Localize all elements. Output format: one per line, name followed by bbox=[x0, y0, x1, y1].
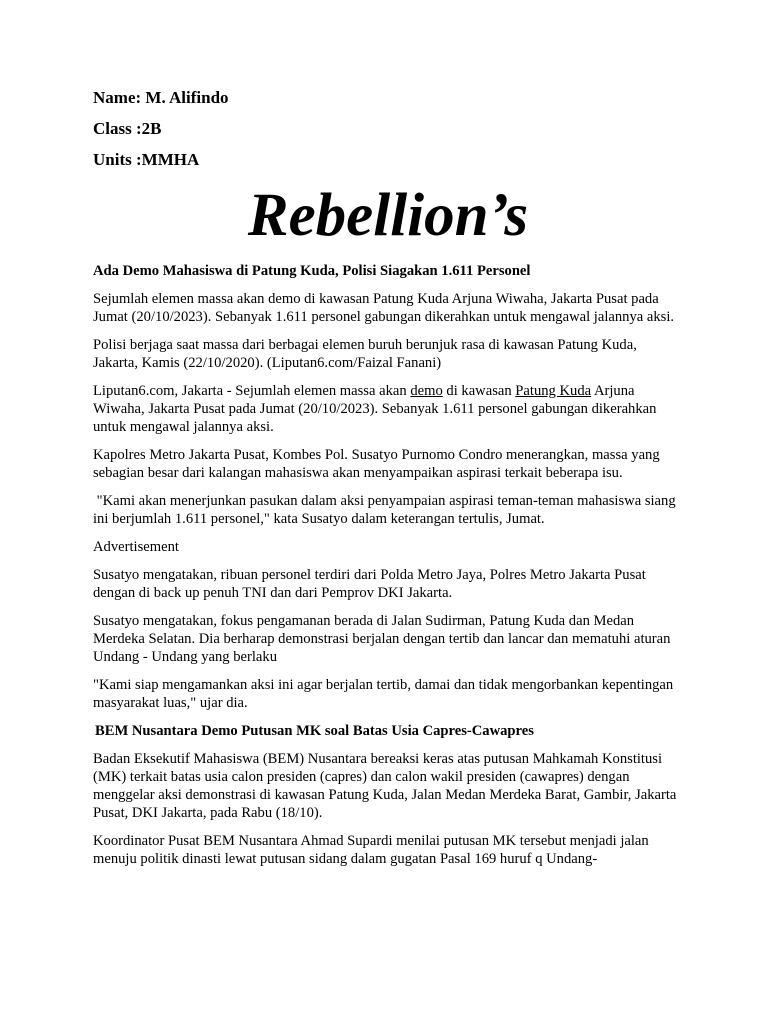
demo-link[interactable]: demo bbox=[410, 383, 443, 399]
student-name: Name: M. Alifindo bbox=[93, 88, 229, 107]
paragraph: Kapolres Metro Jakarta Pusat, Kombes Pol. Susatyo Purnomo Condro menerangkan, massa yang sebagian besar dari kalangan mahasiswa akan menyampaikan aspirasi terkait beberapa isu. bbox=[93, 447, 660, 481]
document-body bbox=[93, 262, 683, 878]
paragraph: Susatyo mengatakan, ribuan personel terdiri dari Polda Metro Jaya, Polres Metro Jakarta Pusat dengan di back up penuh TNI dan dari Pemprov DKI Jakarta. bbox=[93, 567, 646, 601]
paragraph: Sejumlah elemen massa akan demo di kawasan Patung Kuda Arjuna Wiwaha, Jakarta Pusat pada Jumat (20/10/2023). Sebanyak 1.611 personel gabungan dikerahkan untuk mengawal jalannya aksi. bbox=[93, 291, 675, 325]
patung-kuda-link[interactable]: Patung Kuda bbox=[515, 383, 592, 399]
paragraph: Susatyo mengatakan, fokus pengamanan berada di Jalan Sudirman, Patung Kuda dan Medan Merdeka Selatan. Dia berharap demonstrasi berjalan dengan tertib dan lancar dan mematuhi aturan Undang - Undang yang berlaku bbox=[93, 613, 671, 665]
document-title: Rebellion’s bbox=[247, 182, 529, 249]
advertisement-label: Advertisement bbox=[93, 539, 179, 555]
paragraph-text: di kawasan bbox=[442, 383, 516, 399]
student-class: Class :2B bbox=[93, 119, 162, 138]
paragraph: Badan Eksekutif Mahasiswa (BEM) Nusantara bereaksi keras atas putusan Mahkamah Konstitusi (MK) terkait batas usia calon presiden (capres) dan calon wakil presiden (cawapres) dengan menggelar aksi demonstrasi di kawasan Patung Kuda, Jalan Medan Merdeka Barat, Gambir, Jakarta Pusat, DKI Jakarta, pada Rabu (18/10). bbox=[93, 751, 677, 821]
photo-caption: Polisi berjaga saat massa dari berbagai elemen buruh berunjuk rasa di kawasan Patung Kuda, Jakarta, Kamis (22/10/2020). (Liputan6.com/Faizal Fanani) bbox=[93, 337, 637, 371]
paragraph bbox=[93, 382, 683, 436]
paragraph: Koordinator Pusat BEM Nusantara Ahmad Supardi menilai putusan MK tersebut menjadi jalan menuju politik dinasti lewat putusan sidang dalam gugatan Pasal 169 huruf q Undang- bbox=[93, 833, 649, 867]
quote-paragraph: "Kami siap mengamankan aksi ini agar berjalan tertib, damai dan tidak mengorbankan kepentingan masyarakat luas," ujar dia. bbox=[93, 677, 674, 711]
paragraph-text: Arjuna Wiwaha, Jakarta Pusat pada Jumat (20/10/2023). Sebanyak 1.611 personel gabungan dikerahkan untuk mengawal jalannya aksi. bbox=[93, 383, 657, 435]
paragraph-text: Liputan6.com, Jakarta - Sejumlah elemen massa akan bbox=[93, 383, 411, 399]
article-heading: Ada Demo Mahasiswa di Patung Kuda, Polisi Siagakan 1.611 Personel bbox=[93, 263, 531, 279]
quote-paragraph: "Kami akan menerjunkan pasukan dalam aksi penyampaian aspirasi teman-teman mahasiswa siang ini berjumlah 1.611 personel," kata Susatyo dalam keterangan tertulis, Jumat. bbox=[93, 493, 680, 527]
student-units: Units :MMHA bbox=[93, 150, 200, 169]
article-heading: BEM Nusantara Demo Putusan MK soal Batas Usia Capres-Cawapres bbox=[95, 723, 534, 739]
